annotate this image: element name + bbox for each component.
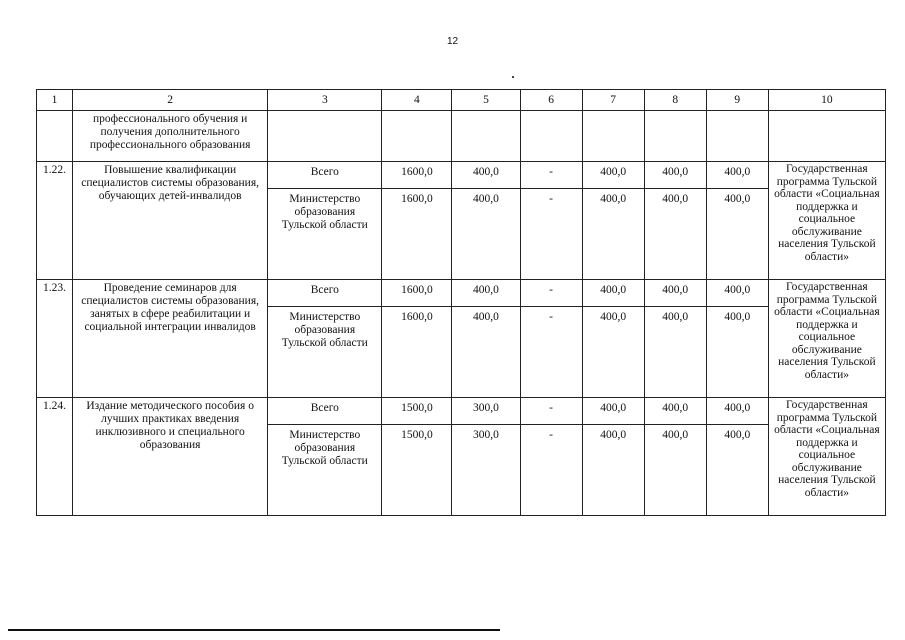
value-col4: 1600,0 [382,189,452,280]
table-body [37,90,886,516]
header-cell: 6 [520,90,582,111]
empty-cell [768,111,885,162]
continuation-text: профессионального обучения и получения дополнительного профессионального образования [73,111,268,162]
funding-source: Всего [268,162,382,189]
value-col6: - [520,398,582,425]
measure-name: Повышение квалификации специалистов системы образования, обучающих детей-инвалидов [73,162,268,280]
empty-cell [706,111,768,162]
value-col7: 400,0 [582,398,644,425]
value-col9: 400,0 [706,398,768,425]
table-row [37,398,886,425]
header-cell: 9 [706,90,768,111]
measure-name: Проведение семинаров для специалистов системы образования, занятых в сфере реабилитации и социальной интеграции инвалидов [73,280,268,398]
header-cell: 7 [582,90,644,111]
value-col6: - [520,162,582,189]
value-col7: 400,0 [582,425,644,516]
header-cell: 5 [452,90,520,111]
value-col5: 300,0 [452,425,520,516]
value-col6: - [520,280,582,307]
value-col6: - [520,307,582,398]
program-table [36,89,886,516]
header-cell: 2 [73,90,268,111]
table-row [37,162,886,189]
row-number: 1.22. [37,162,73,280]
value-col5: 400,0 [452,162,520,189]
scan-speck [512,76,514,78]
value-col9: 400,0 [706,307,768,398]
measure-name: Издание методического пособия о лучших практиках введения инклюзивного и специального образования [73,398,268,516]
state-program: Государственная программа Тульской области «Социальная поддержка и социальное обслуживание населения Тульской области» [768,280,885,398]
empty-cell [582,111,644,162]
value-col4: 1500,0 [382,425,452,516]
table-row [37,280,886,307]
empty-cell [382,111,452,162]
funding-source: Министерство образования Тульской области [268,307,382,398]
value-col8: 400,0 [644,162,706,189]
empty-cell [37,111,73,162]
value-col7: 400,0 [582,162,644,189]
bottom-divider [8,629,500,631]
value-col9: 400,0 [706,425,768,516]
value-col4: 1600,0 [382,162,452,189]
value-col8: 400,0 [644,280,706,307]
funding-source: Всего [268,398,382,425]
value-col6: - [520,425,582,516]
value-col5: 400,0 [452,280,520,307]
state-program: Государственная программа Тульской области «Социальная поддержка и социальное обслуживание населения Тульской области» [768,162,885,280]
row-number: 1.24. [37,398,73,516]
empty-cell [520,111,582,162]
state-program: Государственная программа Тульской области «Социальная поддержка и социальное обслуживание населения Тульской области» [768,398,885,516]
value-col4: 1600,0 [382,280,452,307]
value-col4: 1600,0 [382,307,452,398]
row-number: 1.23. [37,280,73,398]
value-col5: 400,0 [452,307,520,398]
header-cell: 10 [768,90,885,111]
header-row [37,90,886,111]
funding-source: Всего [268,280,382,307]
value-col8: 400,0 [644,307,706,398]
value-col7: 400,0 [582,189,644,280]
header-cell: 4 [382,90,452,111]
value-col7: 400,0 [582,280,644,307]
value-col9: 400,0 [706,280,768,307]
header-cell: 1 [37,90,73,111]
value-col8: 400,0 [644,189,706,280]
page-number: 12 [446,36,459,47]
value-col7: 400,0 [582,307,644,398]
header-cell: 8 [644,90,706,111]
header-cell: 3 [268,90,382,111]
continuation-row [37,111,886,162]
empty-cell [452,111,520,162]
value-col9: 400,0 [706,162,768,189]
value-col4: 1500,0 [382,398,452,425]
empty-cell [268,111,382,162]
funding-source: Министерство образования Тульской области [268,425,382,516]
value-col8: 400,0 [644,425,706,516]
value-col8: 400,0 [644,398,706,425]
value-col5: 300,0 [452,398,520,425]
funding-source: Министерство образования Тульской области [268,189,382,280]
value-col6: - [520,189,582,280]
empty-cell [644,111,706,162]
value-col9: 400,0 [706,189,768,280]
value-col5: 400,0 [452,189,520,280]
